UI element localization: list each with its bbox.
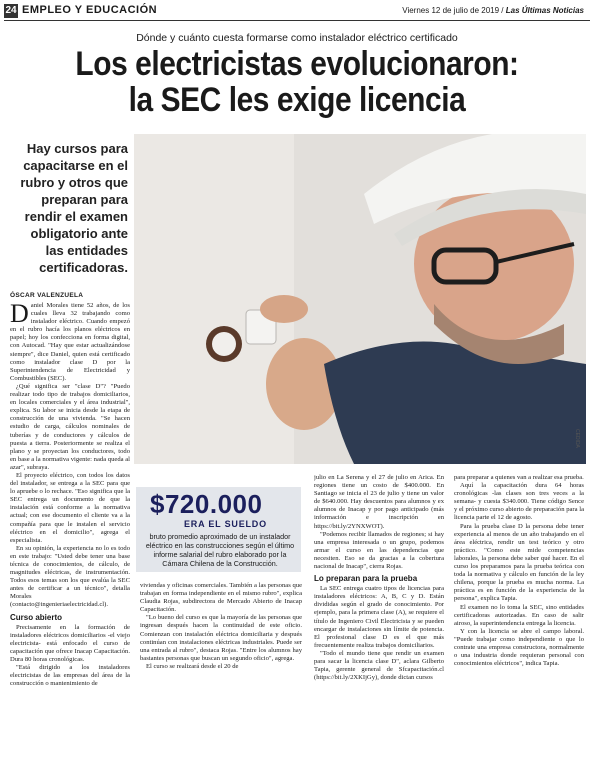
paragraph: En su opinión, la experiencia no lo es todo en este trabajo: "Usted debe tener una base técnica de conocimientos, de cálculo, de magnitudes eléctricas, de instrumentación. Todos esos temas son los que evalúa la SEC antes de certificar a un técnico", detalla Morales (contacto@ingenieriaelectricidad.cl). bbox=[10, 544, 130, 609]
byline: ÓSCAR VALENZUELA bbox=[10, 292, 84, 299]
headline-line-2: la SEC les exige licencia bbox=[128, 81, 466, 119]
paragraph: Precisamente en la formación de instaladores eléctricos domiciliarios -el viejo electricista- está enfocado el curso de capacitación que ofrece Inacap Capacitación. Dura 80 horas cronológicas. bbox=[10, 623, 130, 663]
paragraph: Para la prueba clase D la persona debe tener experiencia al menos de un año trabajando en el área eléctrica, rendir un test teórico y otro práctico. "Como este mide competencias laborales, la persona debe saber qué hacer. En el curso los preparamos para la prueba teórica con toda la normativa y cálculo en función de la ley chilena, porque la prueba es mucha norma. La práctica es en función de la experiencia de la persona", explica Tapia. bbox=[454, 522, 584, 603]
article-column-2 bbox=[140, 582, 302, 752]
article-column-1 bbox=[10, 302, 130, 752]
drop-cap: D bbox=[10, 302, 29, 328]
dateline bbox=[402, 6, 584, 15]
headline-line-1: Los electricistas evolucionaron: bbox=[75, 45, 519, 83]
salary-amount: $720.000 bbox=[150, 489, 263, 519]
paragraph: "Todo el mundo tiene que rendir un examen para sacar la licencia clase D", aclara Gilberto Tapia, gerente general de Sfcapacitación.cl (https://bit.ly/2XKIjGy), donde dictan cursos bbox=[314, 649, 444, 682]
lead-paragraph: Hay cursos para capacitarse en el rubro y otros que preparan para rendir el examen obligatorio ante las entidades certificadoras. bbox=[20, 141, 128, 275]
paragraph: "Está dirigido a los instaladores electricistas de las empresas del área de la construcción o mantenimiento de bbox=[10, 664, 130, 688]
section-title: EMPLEO Y EDUCACIÓN bbox=[22, 4, 158, 16]
paragraph: La SEC entrega cuatro tipos de licencias para instaladores eléctricos: A, B, C y D. Están divididas según el grado de conocimiento. Por ejemplo, para la primera clase (A), se requiere el título de Ingeniero Civil Electricista y se pueden encargar de instalaciones sin límite de potencia. El profesional clase D es el que más frecuentemente realiza trabajos domiciliarios. bbox=[314, 585, 444, 649]
paragraph: El proyecto eléctrico, con todos los datos del instalador, se entrega a la SEC para que lo apruebe o lo rechace. "Eso significa que la SEC entrega un documento de que la instalación está conforme a la normativa actual; con ese documento el cliente va a la compañía para que le instalen el servicio eléctrico en el domicilio", agrega el especialista. bbox=[10, 471, 130, 544]
date-text: Viernes 12 de julio de 2019 / bbox=[402, 6, 506, 15]
paragraph: El examen no lo toma la SEC, sino entidades certificadoras autorizadas. En caso de salir airoso, la superintendencia entrega la licencia. bbox=[454, 603, 584, 627]
salary-label: ERA EL SUELDO bbox=[184, 519, 267, 529]
page-number: 24 bbox=[5, 5, 17, 16]
paragraph bbox=[10, 302, 130, 383]
paragraph: "Lo bueno del curso es que la mayoría de las personas que ingresan después hacen la continuidad de este oficio. Comienzan con instalación eléctrica domiciliaria y después continúan con instalaciones eléctricas industriales. Puede ser una entrada al rubro", destaca Rojas. "Entre los alumnos hay bastantes personas que buscan un segundo oficio", agrega. bbox=[140, 614, 302, 662]
publication-name: Las Últimas Noticias bbox=[505, 6, 584, 15]
paragraph: Aquí la capacitación dura 64 horas cronológicas -las clases son tres veces a la semana- y cuesta $340.000. Tiene código Sence y el próximo curso abierto de preparación para la licencia parte el 12 de agosto. bbox=[454, 482, 584, 522]
article-column-4 bbox=[454, 474, 584, 752]
paragraph: julio en La Serena y el 27 de julio en Arica. En regiones tiene un costo de $400.000. En Santiago se inicia el 23 de julio y tiene un valor de $640.000. Hay descuentos para alumnos y ex alumnos de Inacap y por pago anticipado (más información e inscripción en https://bit.ly/2YNXWOT). bbox=[314, 474, 444, 530]
electrician-illustration bbox=[134, 134, 586, 464]
paragraph: Y con la licencia se abre el campo laboral. "Puede trabajar como independiente o que lo contrate una empresa constructora, normalmente o una industria donde requieran personal con conocimientos eléctricos", indica Tapia. bbox=[454, 627, 584, 668]
kicker: Dónde y cuánto cuesta formarse como instalador eléctrico certificado bbox=[136, 32, 458, 44]
paragraph: para preparar a quienes van a realizar esa prueba. bbox=[454, 474, 584, 481]
paragraph: ¿Qué significa ser "clase D"? "Puedo realizar todo tipo de trabajos domiciliarios, en locales comerciales y el área industrial", explica. Su labor se inicia desde la etapa de construcción de una vivienda. "Se hacen estudio de carga, cálculos nominales de tuberías y de conductores y cálculos de puesta a tierra. Posteriormente se realiza el plano y se proyectan los conductores, todo en base a la normativa vigente: nada queda al azar", subraya. bbox=[10, 382, 130, 471]
article-column-3 bbox=[314, 474, 444, 752]
paragraph: El curso se realizará desde el 20 de bbox=[146, 662, 239, 670]
photo-credit: CEDIDA bbox=[574, 429, 580, 448]
paragraph: "Podemos recibir llamados de regiones; si hay una empresa interesada o un grupo, podemos armar el curso en las dependencias que necesiten. Eso se da gracias a la cobertura nacional de Inacap", cierra Rojas. bbox=[314, 530, 444, 571]
subheading: Curso abierto bbox=[10, 612, 63, 622]
header-rule bbox=[4, 20, 590, 21]
paragraph-text: aniel Morales tiene 52 años, de los cuales lleva 32 trabajando como instalador eléctrico. Cuando empezó en el rubro hacía los planos eléctricos en papel; hoy los confecciona en forma digital, con Autocad. "Hay que estar actualizándose siempre", dice Daniel, quien está certificado como instalador clase D por la Superintendencia de Electricidad y Combustibles (SEC). bbox=[10, 302, 130, 382]
article-photo bbox=[134, 134, 586, 464]
salary-description: bruto promedio aproximado de un instalador eléctrico en las construcciones según el último informe salarial del rubro elaborado por la Cámara Chilena de la Construcción. bbox=[145, 532, 295, 568]
paragraph: viviendas y oficinas comerciales. También a las personas que trabajan en forma independiente en el mismo rubro", explica Claudia Rojas, subdirectora de Mercado Abierto de Inacap Capacitación. bbox=[140, 582, 302, 614]
headline bbox=[36, 46, 559, 118]
subheading: Lo preparan para la prueba bbox=[314, 574, 418, 584]
